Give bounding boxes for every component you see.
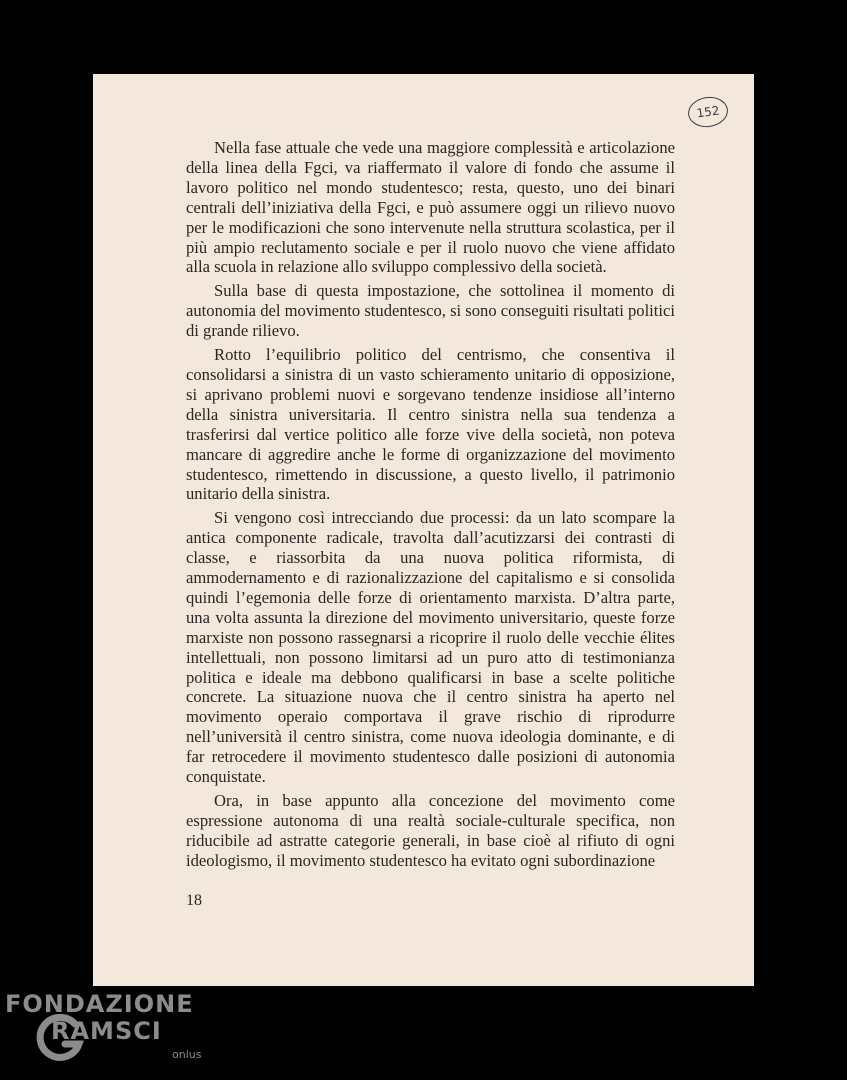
body-text [186, 138, 675, 875]
watermark-line2: RAMSCI [51, 1017, 162, 1045]
paragraph-3: Rotto l’equilibrio politico del centrismo, che consentiva il consolidarsi a sinistra di un vasto schieramento unitario di opposizione, si aprivano problemi nuovi e sorgevano tendenze insidiose all’interno della sinistra universitaria. Il centro sinistra nella sua tendenza a trasferirsi dal vertice politico alle forze vive della società, non poteva mancare di aggredire anche le forme di organizzazione del movimento studentesco, rimettendo in discussione, a questo livello, il patrimonio unitario della sinistra. [186, 345, 675, 504]
paragraph-5: Ora, in base appunto alla concezione del movimento come espressione autonoma di una realtà sociale-culturale specifica, non riducibile ad astratte categorie generali, in base cioè al rifiuto di ogni ideologismo, il movimento studentesco ha evitato ogni subordinazione [186, 791, 675, 870]
watermark-line1: FONDAZIONE [5, 990, 194, 1018]
page-number: 18 [186, 892, 202, 909]
page-stamp: 152 [686, 94, 730, 129]
paragraph-2: Sulla base di questa impostazione, che sottolinea il momento di autonomia del movimento studentesco, si sono conseguiti risultati politici di grande rilievo. [186, 281, 675, 341]
paragraph-1: Nella fase attuale che vede una maggiore complessità e articolazione della linea della Fgci, va riaffermato il valore di fondo che assume il lavoro politico nel mondo studentesco; resta, questo, uno dei binari centrali dell’iniziativa della Fgci, e può assumere oggi un rilievo nuovo per le modificazioni che sono intervenute nella struttura scolastica, per il più ampio reclutamento sociale e per il ruolo nuovo che viene affidato alla scuola in relazione allo sviluppo complessivo della società. [186, 138, 675, 277]
document-page [93, 74, 754, 986]
watermark-line3: onlus [172, 1048, 202, 1061]
watermark-logo [5, 990, 210, 1072]
paragraph-4: Si vengono così intrecciando due processi: da un lato scompare la antica componente radicale, travolta dall’acutizzarsi dei contrasti di classe, e riassorbita da una nuova politica riformista, di ammodernamento e di razionalizzazione del capitalismo e si consolida quindi l’egemonia delle forze di orientamento marxista. D’altra parte, una volta assunta la direzione del movimento universitario, queste forze marxiste non possono rassegnarsi a ricoprire il ruolo delle vecchie élites intellettuali, non possono limitarsi ad un puro atto di testimonianza politica e ideale ma debbono qualificarsi in base a scelte politiche concrete. La situazione nuova che il centro sinistra ha aperto nel movimento operaio comportava il grave rischio di riprodurre nell’università il centro sinistra, come nuova ideologia dominante, e di far retrocedere il movimento studentesco dalle posizioni di autonomia conquistate. [186, 508, 675, 787]
